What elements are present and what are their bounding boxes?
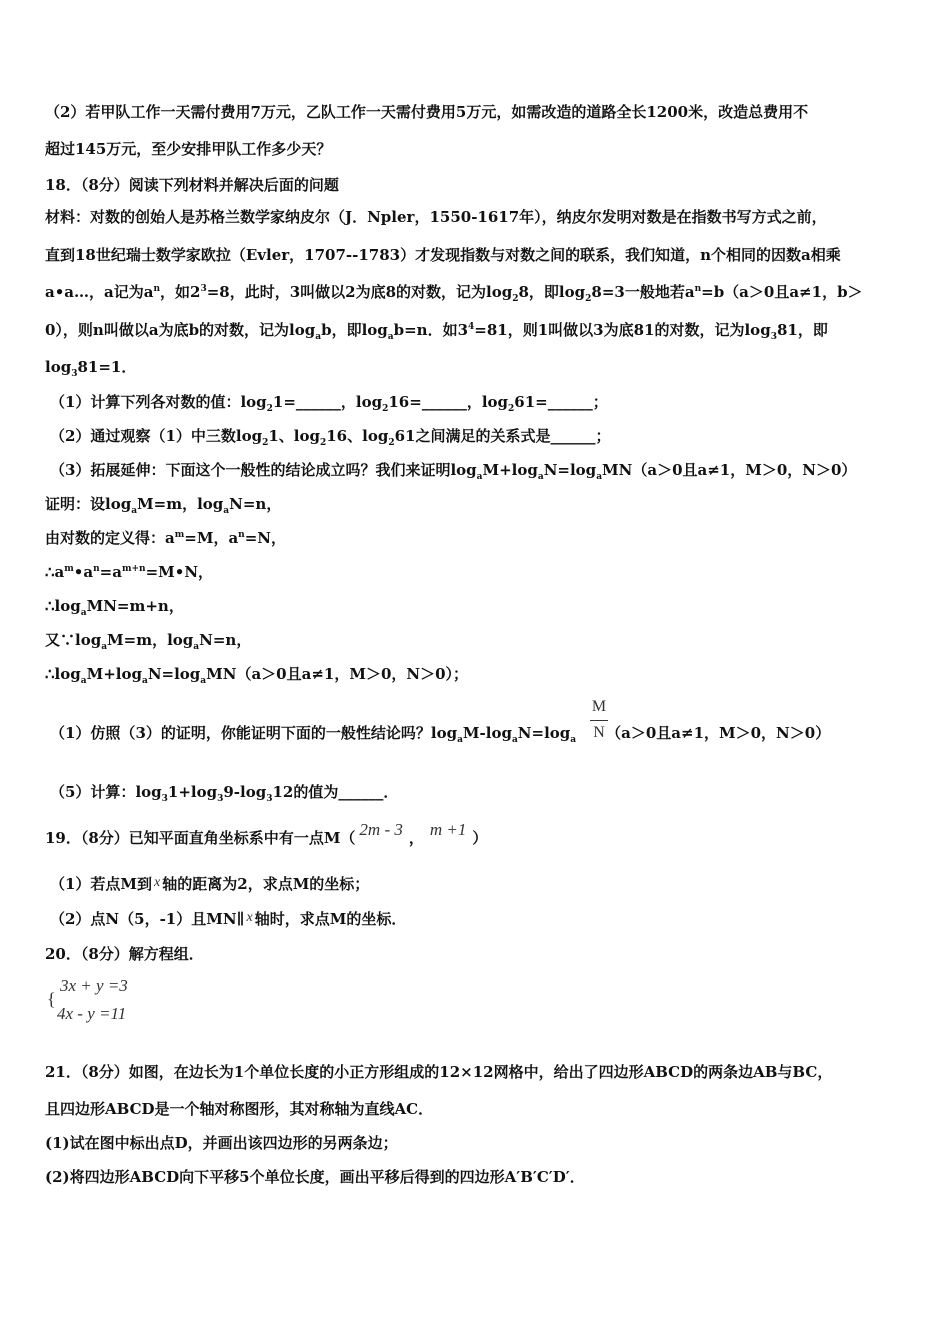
fraction-bar (590, 720, 608, 721)
q18-sub3: （3）拓展延伸：下面这个一般性的结论成立吗？我们来证明$\log_aM+\log_aN=\log_aMN(a>0$且a≠1，M＞0，N＞0） (50, 461, 857, 482)
fraction-numerator: M (591, 698, 607, 715)
q19-sub1: （1）若点M到 x 轴的距离为2，求点M的坐标； (50, 875, 370, 893)
q21-line4: (2)将四边形ABCD向下平移5个单位长度，画出平移后得到的四边形A′B′C′D′． (45, 1168, 585, 1186)
equation-2: 4x - y =11 (57, 1004, 127, 1023)
q19-coord-x: 2m - 3 (359, 820, 403, 839)
q18-material-line4: 0），则n叫做以a为底b的对数，记为$\log_ab$，即$\log_ab=n$．如$3^4=81$，则1叫做以3为底81的对数，记为$\log_381$，即 (45, 321, 828, 342)
q19-coord-y: m +1 (429, 820, 467, 839)
q21-line2: 且四边形ABCD是一个轴对称图形，其对称轴为直线AC． (45, 1100, 434, 1118)
q18-proof-line6: $\therefore\log_aM+\log_aN=\log_aMN(a>0$且a≠1，M＞0，N＞0）； (45, 665, 469, 686)
q18-proof-line1: 证明：设$\log_aM=m$，$\log_aN=n$， (45, 495, 282, 516)
q19-sub2: （2）点N（5，-1）且MN∥ x 轴时，求点M的坐标． (50, 910, 407, 928)
q17-part2-line2: 超过145万元，至少安排甲队工作多少天？ (45, 140, 332, 158)
q18-sub5: （5）计算：$\log_31+\log_39-\log_312$的值为______． (50, 783, 399, 804)
q18-material-line3: a•a…，a记为$a^n$，如$2^3=8$，此时，3叫做以2为底8的对数，记为$\log_28$，即$\log_28=3$一般地若$a^n=b(a>0$且a≠1，b＞ (45, 283, 863, 304)
q20-header: 20．（8分）解方程组． (45, 945, 204, 963)
q21-line1: 21．（8分）如图，在边长为1个单位长度的小正方形组成的12×12网格中，给出了四边形ABCD的两条边AB与BC， (45, 1063, 833, 1081)
q18-header: 18．（8分）阅读下列材料并解决后面的问题 (45, 176, 339, 194)
q21-line3: (1)试在图中标出点D，并画出该四边形的另两条边； (45, 1134, 398, 1152)
q18-proof-line3: $\therefore a^m•a^n=a^{m+n}=M•N$， (45, 563, 214, 581)
q18-proof-line5: 又$\because\log_aM=m$，$\log_aN=n$， (45, 631, 252, 652)
equation-1: 3x + y =3 (60, 976, 128, 995)
q18-material-line2: 直到18世纪瑞士数学家欧拉（Evler，1707--1783）才发现指数与对数之间的联系，我们知道，n个相同的因数a相乘 (45, 246, 841, 264)
q18-sub2: （2）通过观察（1）中三数$\log_21$、$\log_216$、$\log_261$之间满足的关系式是______； (50, 427, 611, 448)
q18-sub1: （1）计算下列各对数的值：$\log_21=\_\_\_\_\_\_$，$\log_216=\_\_\_\_\_\_$，$\log_261=\_\_\_\_\_\_$； (50, 393, 608, 414)
q18-material-line5: $\log_381=1$． (45, 358, 137, 379)
q18-sub4: （1）仿照（3）的证明，你能证明下面的一般性结论吗？$\log_aM-\log_aN=\log_a$ （a＞0且a≠1，M＞0，N＞0） (50, 724, 831, 745)
fraction-denominator: N (593, 724, 605, 741)
q18-proof-line2: 由对数的定义得：$a^m=M$，$a^n=N$， (45, 529, 286, 547)
q19-header: 19．（8分）已知平面直角坐标系中有一点M（ 2m - 3 ， m +1 ） (45, 820, 488, 847)
q17-part2-line1: （2）若甲队工作一天需付费用7万元，乙队工作一天需付费用5万元，如需改造的道路全长1200米，改造总费用不 (45, 103, 809, 121)
q18-material-line1: 材料：对数的创始人是苏格兰数学家纳皮尔（J．Npler，1550-1617年），纳皮尔发明对数是在指数书写方式之前， (45, 208, 827, 226)
q18-proof-line4: $\therefore\log_aMN=m+n$， (45, 597, 184, 618)
equation-brace: { (47, 989, 56, 1009)
